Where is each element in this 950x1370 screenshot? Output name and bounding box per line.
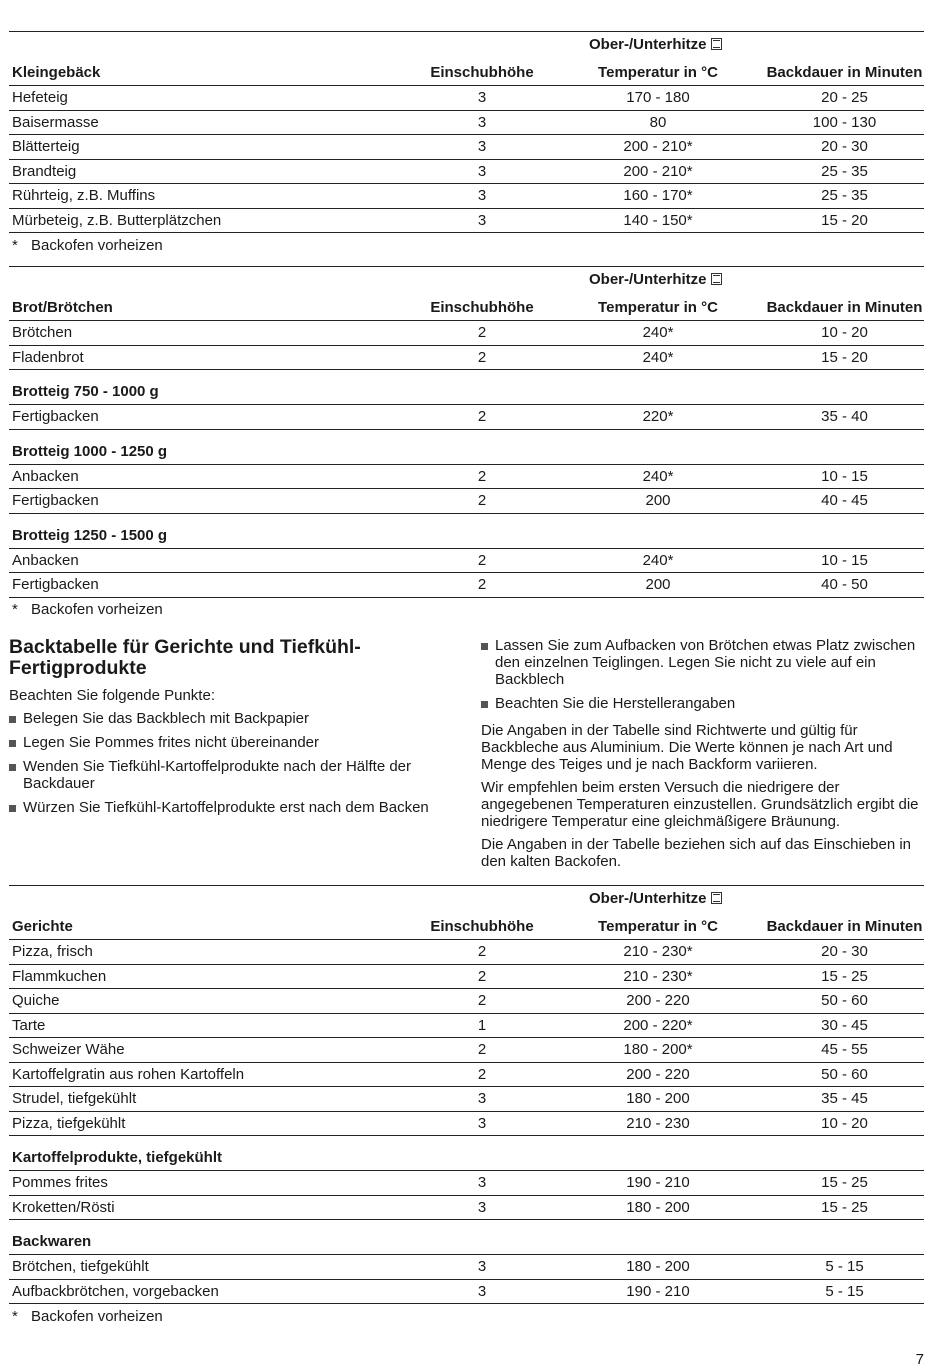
table-row — [9, 321, 924, 346]
table-row — [9, 1014, 924, 1039]
col-header: Backdauer in Minuten — [766, 918, 923, 935]
col-header: Gerichte — [12, 918, 73, 935]
table-cell: 5 - 15 — [825, 1282, 864, 1300]
table-row — [9, 209, 924, 234]
table-cell: 10 - 15 — [821, 551, 868, 569]
table-cell: Anbacken — [12, 551, 79, 569]
table-row — [9, 1038, 924, 1063]
col-header: Temperatur in °C — [598, 64, 718, 81]
table-cell: Pommes frites — [12, 1174, 108, 1192]
table-cell: Fladenbrot — [12, 348, 84, 366]
table-cell: 25 - 35 — [821, 187, 868, 205]
table-cell: 200 - 210* — [623, 138, 693, 156]
bullet-list — [9, 710, 459, 816]
table-cell: 2 — [477, 576, 487, 594]
bullet-square-icon — [481, 643, 488, 650]
table-cell: 2 — [477, 408, 487, 426]
table-group-heading: Backwaren — [9, 1220, 924, 1255]
table-row — [9, 1063, 924, 1088]
section-title: Backtabelle für Gerichte und Tiefkühl-Fertigprodukte — [9, 636, 361, 679]
header-row — [9, 56, 924, 85]
table-row — [9, 1280, 924, 1305]
table-cell: 3 — [477, 89, 487, 107]
table-cell: 40 - 50 — [821, 576, 868, 594]
table-cell: Schweizer Wähe — [12, 1041, 125, 1059]
table-cell: 1 — [477, 1016, 487, 1034]
header-row — [9, 910, 924, 939]
table-cell: Hefeteig — [12, 89, 68, 107]
table-row — [9, 1255, 924, 1280]
table-cell: 220* — [642, 408, 674, 426]
table-cell: 200 - 220 — [626, 992, 690, 1010]
table-cell: 10 - 20 — [821, 1114, 868, 1132]
info-paragraph: Die Angaben in der Tabelle sind Richtwerte und gültig für Backbleche aus Aluminium. Die Werte können je nach Art und Menge des Teiges und je nach Backform variieren. — [481, 722, 893, 773]
table-cell: 200 - 210* — [623, 162, 693, 180]
table-cell: 35 - 45 — [821, 1090, 868, 1108]
table-cell: 3 — [477, 162, 487, 180]
table-cell: 15 - 25 — [821, 1198, 868, 1216]
section-right-column — [481, 637, 926, 876]
table-row — [9, 940, 924, 965]
table-cell: 100 - 130 — [812, 113, 877, 131]
table-row — [9, 184, 924, 209]
table-header — [9, 31, 924, 56]
table-cell: Strudel, tiefgekühlt — [12, 1090, 137, 1108]
table-cell: 10 - 20 — [821, 324, 868, 342]
oven-top-bottom-heat-icon — [711, 38, 722, 50]
table-cell: 3 — [477, 1090, 487, 1108]
mode-label: Ober-/Unterhitze — [9, 886, 924, 910]
table-cell: 170 - 180 — [626, 89, 690, 107]
table-cell: Quiche — [12, 992, 60, 1010]
info-paragraph: Die Angaben in der Tabelle beziehen sich auf das Einschieben in den kalten Backofen. — [481, 836, 912, 870]
table-cell: Fertigbacken — [12, 492, 99, 510]
table-cell: 210 - 230* — [623, 943, 693, 961]
table-row — [9, 989, 924, 1014]
table-row — [9, 1171, 924, 1196]
col-header: Kleingebäck — [12, 64, 101, 81]
table-cell: 140 - 150* — [623, 211, 693, 229]
table-cell: 50 - 60 — [821, 992, 868, 1010]
table-cell: 3 — [477, 138, 487, 156]
table-cell: 2 — [477, 992, 487, 1010]
table-cell: 160 - 170* — [623, 187, 693, 205]
table-cell: 40 - 45 — [821, 492, 868, 510]
table-cell: 30 - 45 — [821, 1016, 868, 1034]
table-cell: Blätterteig — [12, 138, 80, 156]
col-header: Temperatur in °C — [598, 299, 718, 316]
bullet-item: Legen Sie Pommes frites nicht übereinander — [9, 734, 459, 751]
table-row — [9, 465, 924, 490]
oven-top-bottom-heat-icon — [711, 273, 722, 285]
col-header: Einschubhöhe — [430, 64, 534, 81]
section-left-column — [9, 637, 459, 823]
table-cell: Brandteig — [12, 162, 77, 180]
table-cell: 15 - 25 — [821, 967, 868, 985]
table-group-heading: Brotteig 750 - 1000 g — [9, 370, 924, 405]
table-cell: 240* — [642, 348, 674, 366]
col-header: Einschubhöhe — [430, 299, 534, 316]
table-cell: 200 — [645, 576, 671, 594]
table-brot — [9, 266, 924, 622]
table-cell: Baisermasse — [12, 113, 99, 131]
table-cell: 45 - 55 — [821, 1041, 868, 1059]
table-cell: 3 — [477, 1282, 487, 1300]
col-header: Backdauer in Minuten — [766, 299, 923, 316]
table-cell: 3 — [477, 113, 487, 131]
table-cell: Aufbackbrötchen, vorgebacken — [12, 1282, 219, 1300]
table-group-heading: Brotteig 1000 - 1250 g — [9, 430, 924, 465]
col-header: Temperatur in °C — [598, 918, 718, 935]
table-cell: 190 - 210 — [626, 1174, 690, 1192]
table-row — [9, 346, 924, 371]
table-row — [9, 965, 924, 990]
table-cell: 3 — [477, 1258, 487, 1276]
table-group-heading: Kartoffelprodukte, tiefgekühlt — [9, 1136, 924, 1171]
table-cell: Fertigbacken — [12, 576, 99, 594]
table-row — [9, 405, 924, 430]
oven-top-bottom-heat-icon — [711, 892, 722, 904]
mode-label: Ober-/Unterhitze — [9, 32, 924, 56]
mode-label: Ober-/Unterhitze — [9, 267, 924, 291]
table-group-heading: Brotteig 1250 - 1500 g — [9, 514, 924, 549]
bullet-item: Lassen Sie zum Aufbacken von Brötchen etwas Platz zwischen den einzelnen Teiglingen. Legen Sie nicht zu viele auf ein Backblech — [481, 637, 926, 688]
table-cell: 15 - 20 — [821, 211, 868, 229]
header-row — [9, 291, 924, 320]
info-paragraph: Wir empfehlen beim ersten Versuch die niedrigere der angegebenen Temperaturen einzustellen. Grundsätzlich ergibt die niedrigere Temperatur eine gleichmäßigere Bräunung. — [481, 779, 919, 830]
table-cell: 2 — [477, 551, 487, 569]
page-number: 7 — [915, 1351, 924, 1368]
table-cell: Pizza, tiefgekühlt — [12, 1114, 126, 1132]
table-row — [9, 1087, 924, 1112]
table-cell: 240* — [642, 324, 674, 342]
table-cell: 35 - 40 — [821, 408, 868, 426]
table-cell: 2 — [477, 967, 487, 985]
table-cell: Kartoffelgratin aus rohen Kartoffeln — [12, 1065, 245, 1083]
bullet-item: Würzen Sie Tiefkühl-Kartoffelprodukte erst nach dem Backen — [9, 799, 459, 816]
table-cell: 3 — [477, 1198, 487, 1216]
table-row — [9, 549, 924, 574]
bullet-list — [481, 637, 926, 712]
table-cell: Anbacken — [12, 467, 79, 485]
bullet-item: Belegen Sie das Backblech mit Backpapier — [9, 710, 459, 727]
table-cell: 15 - 20 — [821, 348, 868, 366]
table-cell: 5 - 15 — [825, 1258, 864, 1276]
bullet-square-icon — [9, 764, 16, 771]
table-cell: 20 - 30 — [821, 138, 868, 156]
table-cell: 2 — [477, 324, 487, 342]
table-cell: 190 - 210 — [626, 1282, 690, 1300]
table-cell: 3 — [477, 187, 487, 205]
table-cell: 80 — [649, 113, 667, 131]
table-row — [9, 111, 924, 136]
table-cell: 2 — [477, 943, 487, 961]
bullet-square-icon — [9, 716, 16, 723]
col-header: Einschubhöhe — [430, 918, 534, 935]
bullet-square-icon — [9, 805, 16, 812]
table-cell: 3 — [477, 1114, 487, 1132]
col-header: Backdauer in Minuten — [766, 64, 923, 81]
table-cell: 2 — [477, 1065, 487, 1083]
table-cell: Brötchen, tiefgekühlt — [12, 1258, 149, 1276]
table-cell: 210 - 230* — [623, 967, 693, 985]
table-cell: Flammkuchen — [12, 967, 107, 985]
table-cell: 2 — [477, 467, 487, 485]
table-row — [9, 135, 924, 160]
table-cell: 200 — [645, 492, 671, 510]
table-row — [9, 573, 924, 598]
table-cell: 180 - 200 — [626, 1090, 690, 1108]
bullet-item: Beachten Sie die Herstellerangaben — [481, 695, 926, 712]
table-row — [9, 489, 924, 514]
table-row — [9, 1112, 924, 1137]
table-cell: Kroketten/Rösti — [12, 1198, 115, 1216]
table-cell: 25 - 35 — [821, 162, 868, 180]
table-cell: 200 - 220* — [623, 1016, 693, 1034]
table-cell: Pizza, frisch — [12, 943, 93, 961]
table-cell: Mürbeteig, z.B. Butterplätzchen — [12, 211, 222, 229]
footnote: * Backofen vorheizen — [12, 1307, 163, 1325]
table-cell: 2 — [477, 1041, 487, 1059]
table-cell: 180 - 200* — [623, 1041, 693, 1059]
footnote: * Backofen vorheizen — [12, 236, 163, 254]
table-cell: 210 - 230 — [626, 1114, 690, 1132]
table-header — [9, 885, 924, 910]
table-cell: 180 - 200 — [626, 1198, 690, 1216]
table-cell: 240* — [642, 551, 674, 569]
table-cell: 3 — [477, 211, 487, 229]
table-row — [9, 160, 924, 185]
footnote: * Backofen vorheizen — [12, 601, 163, 618]
bullet-item: Wenden Sie Tiefkühl-Kartoffelprodukte nach der Hälfte der Backdauer — [9, 758, 459, 792]
table-kleingebaeck — [9, 31, 924, 257]
table-cell: 15 - 25 — [821, 1174, 868, 1192]
table-cell: 200 - 220 — [626, 1065, 690, 1083]
table-cell: 2 — [477, 348, 487, 366]
table-cell: 240* — [642, 467, 674, 485]
table-row — [9, 1196, 924, 1221]
intro-text: Beachten Sie folgende Punkte: — [9, 687, 215, 704]
table-cell: 20 - 25 — [821, 89, 868, 107]
bullet-square-icon — [9, 740, 16, 747]
table-row — [9, 86, 924, 111]
table-cell: Brötchen — [12, 324, 73, 342]
table-cell: Tarte — [12, 1016, 46, 1034]
bullet-square-icon — [481, 701, 488, 708]
table-cell: Rührteig, z.B. Muffins — [12, 187, 156, 205]
table-cell: Fertigbacken — [12, 408, 99, 426]
table-cell: 180 - 200 — [626, 1258, 690, 1276]
table-gerichte — [9, 885, 924, 1328]
table-cell: 10 - 15 — [821, 467, 868, 485]
table-header — [9, 266, 924, 291]
table-cell: 3 — [477, 1174, 487, 1192]
table-cell: 2 — [477, 492, 487, 510]
table-cell: 20 - 30 — [821, 943, 868, 961]
col-header: Brot/Brötchen — [12, 299, 113, 316]
table-cell: 50 - 60 — [821, 1065, 868, 1083]
